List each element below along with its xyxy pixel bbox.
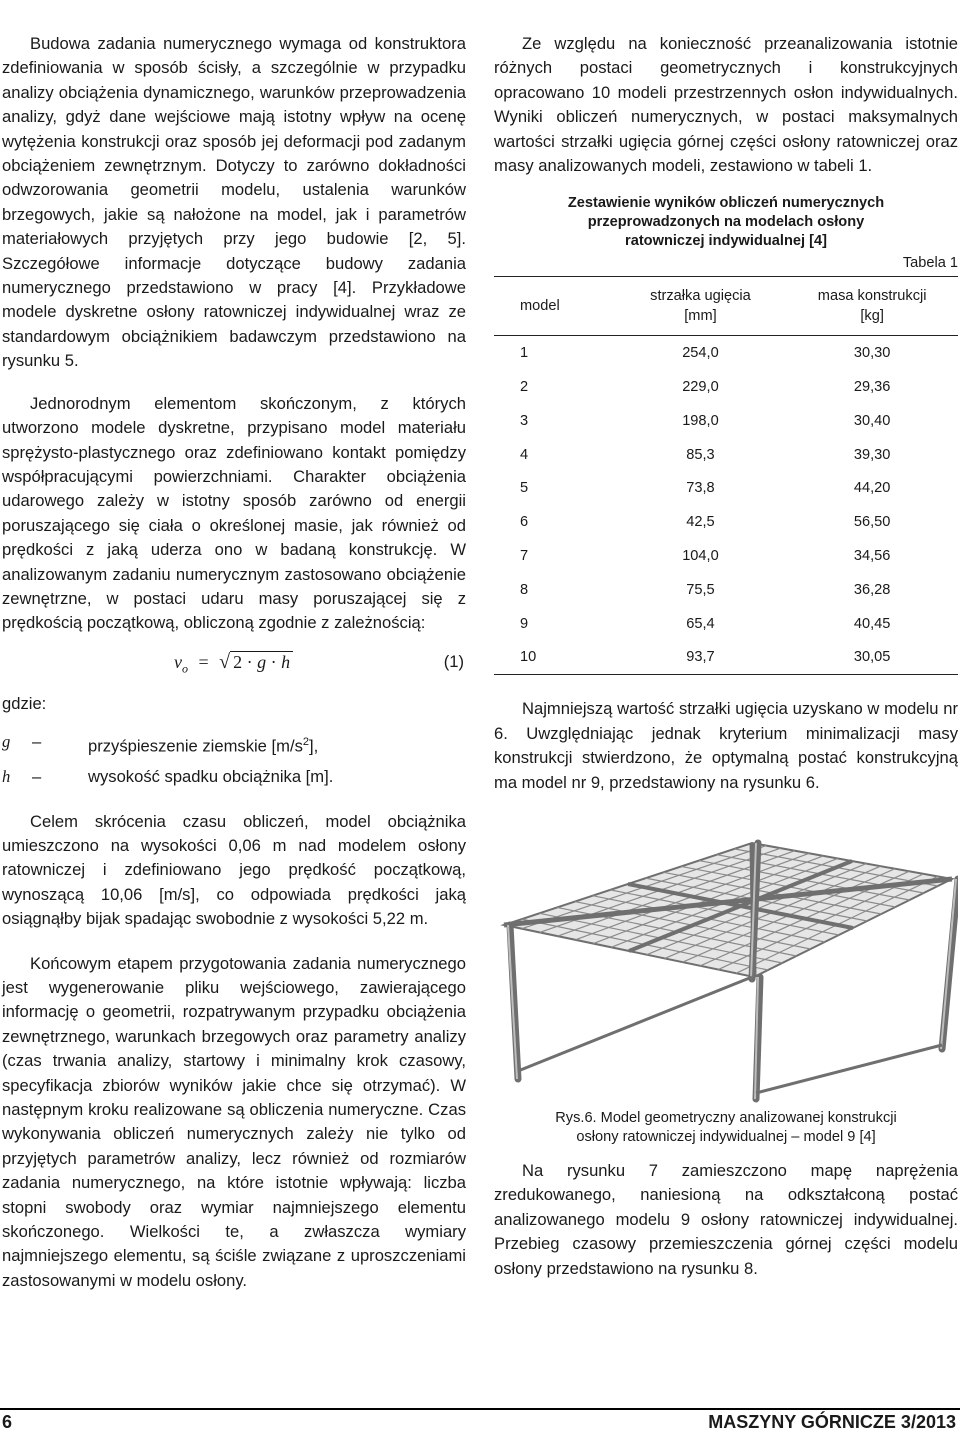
eq-dot-1: · [246,651,253,672]
table-row [494,472,958,506]
support-leg-highlight [941,879,956,1049]
cell-model: 10 [520,649,537,666]
table-row [494,641,958,675]
sqrt-sign: √ [219,650,231,673]
journal-name: MASZYNY GÓRNICZE 3/2013 [708,1412,956,1432]
support-leg [510,925,518,1079]
cell-model: 8 [520,581,529,598]
figure-caption-line: osłony ratowniczej indywidualnej – model 9 [4] [576,1129,876,1146]
cell-mass: 36,28 [853,581,891,598]
cell-mass: 30,05 [853,649,891,666]
page-number: 6 [2,1412,13,1432]
cell-mass: 39,30 [853,446,891,463]
cell-deflection: 198,0 [682,412,719,429]
definition-dash: – [32,767,42,787]
sqrt-body [230,651,293,672]
equation-formula [174,650,293,681]
paragraph-3: Celem skrócenia czasu obliczeń, model obciążnika umieszczono na wysokości 0,06 m nad modelem osłony ratowniczej i zdefiniowano jego prędkość początkową, wynoszącą 10,06 [m/s], co odpowiada prędkości jaką osiągnąłby bijak spadając swobodnie z wysokości 5,22 m. [2,811,466,929]
cell-mass: 30,40 [853,412,891,429]
equation-1 [2,648,466,678]
cell-model: 5 [520,480,529,497]
bottom-tie [756,1045,942,1093]
table-caption-line: ratowniczej indywidualnej [4] [625,233,827,250]
table-caption-line: Zestawienie wyników obliczeń numerycznych [567,195,885,212]
table-row [494,539,958,573]
figure-caption-line: Rys.6. Model geometryczny analizowanej konstrukcji [555,1110,897,1127]
paragraph-intro: Ze względu na konieczność przeanalizowania istotnie różnych postaci geometrycznych i konstrukcyjnych opracowano 10 modeli przestrzennych osłon indywidualnych. Wyniki obliczeń numerycznych, w postaci maksymalnych wartości strzałki ugięcia górnej części osłony ratowniczej oraz masy analizowanych modeli, zestawiono w tabeli 1. [494,34,958,176]
definition-dash: – [32,732,42,752]
definition-symbol: h [2,767,11,787]
cell-deflection: 73,8 [686,480,715,497]
table-row [494,438,958,472]
cell-model: 4 [520,446,529,463]
eq-coef: 2 [233,651,243,672]
eq-equals: = [198,651,209,672]
paragraph-2: Jednorodnym elementom skończonym, z których utworzono modele dyskretne, przypisano model materiału sprężysto-plastycznego oraz zdefiniowano kontakt pomiędzy współpracującymi powierzchniami. Charakter obciążenia udarowego zależy w istotny sposób zarówno od energii poruszającego się ciała o określonej masie, jak również od prędkości z jaką uderza ono w badaną konstrukcję. W analizowanym zadaniu numerycznym zastosowano obciążenie zewnętrzne, w postaci udaru masy poruszającej się z prędkością początkową, obliczoną zgodnie z zależnością: [2,393,466,633]
canopy-model-illustration [494,809,958,1103]
cell-model: 6 [520,514,529,531]
paragraph-4: Końcowym etapem przygotowania zadania numerycznego jest wygenerowanie pliku wejściowego, zawierającego informację o geometrii, rozpatrywanym przypadku obciążenia zewnętrznego, warunkach brzegowych oraz parametry analizy (czas trwania analizy, startowy i minimalny krok czasowy, specyfikacja zbiorów wyników jakie chce się otrzymać). W następnym kroku realizowane są obliczenia numeryczne. Czas wykonywania obliczeń numerycznych zależy nie tylko od przyjętych parametrów analizy, lecz również od rozmiarów zadania numerycznego, na które istotnie wpływają: liczba stopni swobody oraz wymiar najmniejszego elementu skończonego. Wielkości te, a zwłaszcza wymiary najmniejszego elementu, są ściśle związane z uproszczeniami zastosowanymi w modelu osłony. [2,953,466,1290]
right-column [494,32,958,1281]
eq-g: g [257,651,267,672]
eq-sub-o: o [182,661,188,676]
table-row [494,607,958,641]
cell-model: 2 [520,378,529,395]
cell-model: 7 [520,547,529,564]
cell-deflection: 93,7 [686,649,715,666]
eq-h: h [281,651,291,672]
paragraph-after-table: Najmniejszą wartość strzałki ugięcia uzyskano w modelu nr 6. Uwzględniając jednak kryterium minimalizacji masy konstrukcji stwierdzono, że optymalną postać konstrukcyjną ma model nr 9, przedstawiony na rysunku 6. [494,699,958,792]
cell-mass: 34,56 [853,547,891,564]
bottom-tie [518,977,752,1071]
table-body [494,336,958,675]
cell-mass: 56,50 [853,514,891,531]
cell-mass: 30,30 [853,345,891,362]
definition-h [2,765,466,789]
cell-deflection: 229,0 [682,378,719,395]
cell-model: 3 [520,412,529,429]
figure-caption [494,1109,958,1147]
definition-symbol: g [2,732,11,752]
footer-rule [0,1408,960,1410]
cell-deflection: 85,3 [686,446,715,463]
eq-dot-2: · [270,651,277,672]
cell-deflection: 75,5 [686,581,715,598]
paragraph-1: Budowa zadania numerycznego wymaga od konstruktora zdefiniowania w sposób ścisły, a szczególnie w przypadku analizy obciążenia dynamicznego, warunków przeprowadzenia analizy, gdyż dane wejściowe mają istotny wpływ na ocenę wytężenia konstrukcji oraz sposób jej deformacji pod zadanym obciążeniem zewnętrznym. Dotyczy to zarówno dokładności odwzorowania geometrii modelu, ustalenia warunków brzegowych, jakie są nałożone na model, jak i parametrów materiałowych przyjętych przy jego budowie [2, 5]. Szczegółowe informacje dotyczące budowy zadania numerycznego przedstawiono w pracy [4]. Przykładowe modele dyskretne osłony ratowniczej indywidualnej wraz ze standardowym obciążnikiem badawczym przedstawiono na rysunku 5. [2,34,466,371]
table-label: Tabela 1 [902,255,958,272]
gdzie-label: gdzie: [2,693,47,713]
cell-model: 9 [520,615,529,632]
figure-6 [494,809,958,1103]
table-header-row [494,277,958,336]
cell-deflection: 65,4 [686,615,715,632]
table-row [494,336,958,370]
equation-number: (1) [443,651,464,671]
header-deflection: strzałka ugięcia [mm] [615,277,787,336]
left-column [2,32,466,1293]
eq-v: v [174,651,182,672]
cell-model: 1 [520,345,529,362]
cell-mass: 40,45 [853,615,891,632]
table-row [494,404,958,438]
definition-g [2,730,466,759]
cell-deflection: 104,0 [682,547,719,564]
cell-deflection: 42,5 [686,514,715,531]
definition-text: wysokość spadku obciążnika [m]. [88,767,334,787]
header-model: model [494,277,615,336]
table-caption-line: przeprowadzonych na modelach osłony [587,214,865,231]
cell-mass: 29,36 [853,378,891,395]
cell-deflection: 254,0 [682,345,719,362]
definition-text: przyśpieszenie ziemskie $[m/s^2]$, [88,736,319,756]
paragraph-final: Na rysunku 7 zamieszczono mapę naprężenia zredukowanego, naniesioną na odkształconą postać analizowanego modelu 9 osłony ratowniczej indywidualnej. Przebieg czasowy przemieszczenia górnej części modelu osłony przedstawiono na rysunku 8. [494,1161,958,1278]
header-mass: masa konstrukcji [kg] [786,277,958,336]
table-row [494,573,958,607]
table-row [494,505,958,539]
results-table [494,276,958,675]
support-leg [942,879,958,1049]
table-row [494,370,958,404]
cell-mass: 44,20 [853,480,891,497]
table-caption [494,194,958,251]
